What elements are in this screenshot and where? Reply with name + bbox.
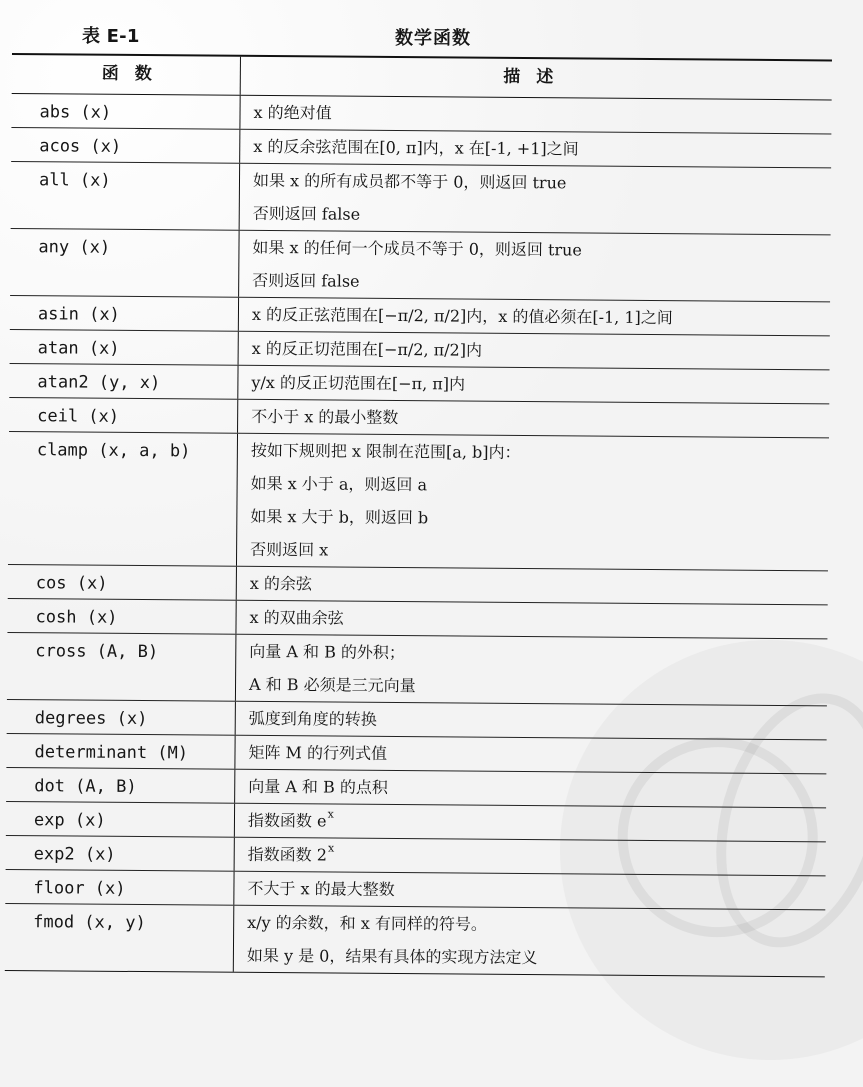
table-body (5, 94, 832, 976)
description-column-header: 描述 (240, 57, 832, 100)
function-name: cross (A, B) (35, 641, 159, 663)
table-title: 数学函数 (395, 28, 471, 49)
description-line: x 的反余弦范围在[0, π]内，x 在[-1, +1]之间 (253, 136, 579, 158)
function-description (233, 906, 826, 977)
table-header-row (12, 55, 832, 100)
function-name: acos (x) (39, 136, 122, 157)
description-line: 如果 y 是 0，结果有具体的实现方法定义 (246, 945, 538, 967)
description-line (248, 838, 826, 876)
description-text: 指数函数 e (247, 810, 327, 830)
function-name: atan2 (y, x) (37, 372, 161, 394)
function-name: asin (x) (37, 304, 120, 325)
description-line: 否则返回 false (252, 203, 361, 224)
function-description (238, 298, 830, 336)
description-line: 不大于 x 的最大整数 (247, 878, 395, 899)
exponent-superscript: x (327, 807, 334, 821)
function-description (238, 332, 830, 370)
function-name: exp (x) (33, 810, 106, 831)
description-line: x 的绝对值 (253, 102, 332, 123)
function-description (234, 736, 826, 774)
function-description (235, 702, 827, 740)
function-name: all (x) (38, 170, 111, 191)
description-line: 弧度到角度的转换 (248, 708, 377, 729)
description-line: 向量 A 和 B 的点积 (248, 776, 388, 797)
table-row (10, 229, 831, 302)
function-description (239, 130, 831, 168)
description-line: x 的双曲余弦 (249, 607, 344, 628)
function-description (233, 872, 825, 910)
table-row (7, 633, 828, 706)
description-line: 按如下规则把 x 限制在范围[a, b]内： (250, 440, 521, 462)
function-name: degrees (x) (34, 708, 148, 730)
function-description (234, 838, 826, 876)
description-line: 如果 x 的任何一个成员不等于 0，则返回 true (252, 237, 582, 259)
function-description (237, 366, 829, 404)
description-line: 不小于 x 的最小整数 (251, 406, 399, 427)
math-functions-table (5, 53, 832, 977)
function-description (236, 434, 829, 571)
function-column-header: 函数 (101, 64, 168, 85)
function-name: cos (x) (35, 573, 108, 594)
function-name: any (x) (38, 237, 111, 258)
function-name: dot (A, B) (34, 776, 137, 798)
function-description (234, 804, 826, 842)
function-description (236, 567, 828, 605)
description-text: 指数函数 2 (247, 844, 328, 864)
description-line: 如果 x 大于 b，则返回 b (250, 506, 429, 527)
description-line (248, 804, 826, 842)
description-line: x 的反正切范围在[−π/2, π/2]内 (251, 338, 483, 360)
function-name: ceil (x) (37, 406, 120, 427)
function-name: cosh (x) (35, 607, 118, 628)
description-line: 矩阵 M 的行列式值 (248, 742, 388, 763)
description-line: 向量 A 和 B 的外积； (249, 641, 406, 662)
table-row (8, 432, 829, 571)
function-name: atan (x) (37, 338, 120, 359)
description-line: y/x 的反正切范围在[−π, π]内 (251, 372, 466, 394)
function-description (238, 231, 831, 302)
function-name: clamp (x, a, b) (36, 440, 191, 462)
description-line: 否则返回 x (250, 539, 329, 559)
description-line: A 和 B 必须是三元向量 (248, 674, 416, 695)
description-line: 如果 x 小于 a，则返回 a (250, 473, 428, 494)
table-row (5, 904, 825, 976)
description-line: x 的余弦 (249, 573, 313, 593)
function-description (234, 770, 826, 808)
function-name: fmod (x, y) (33, 912, 146, 934)
table-number: 表 E-1 (82, 26, 140, 47)
function-description (239, 164, 832, 235)
exponent-superscript: x (327, 841, 335, 855)
table-row (11, 162, 832, 235)
function-name: exp2 (x) (33, 844, 116, 865)
function-name: determinant (M) (34, 742, 189, 764)
function-name: floor (x) (33, 878, 126, 899)
function-name: abs (x) (39, 102, 112, 123)
description-line: x/y 的余数，和 x 有同样的符号。 (247, 912, 488, 934)
function-description (235, 635, 828, 706)
description-line: 如果 x 的所有成员都不等于 0，则返回 true (252, 170, 567, 192)
function-description (237, 400, 829, 438)
function-description (239, 96, 831, 134)
description-line: 否则返回 false (252, 270, 360, 291)
description-line: x 的反正弦范围在[−π/2, π/2]内，x 的值必须在[-1, 1]之间 (251, 304, 673, 327)
function-description (235, 601, 827, 639)
